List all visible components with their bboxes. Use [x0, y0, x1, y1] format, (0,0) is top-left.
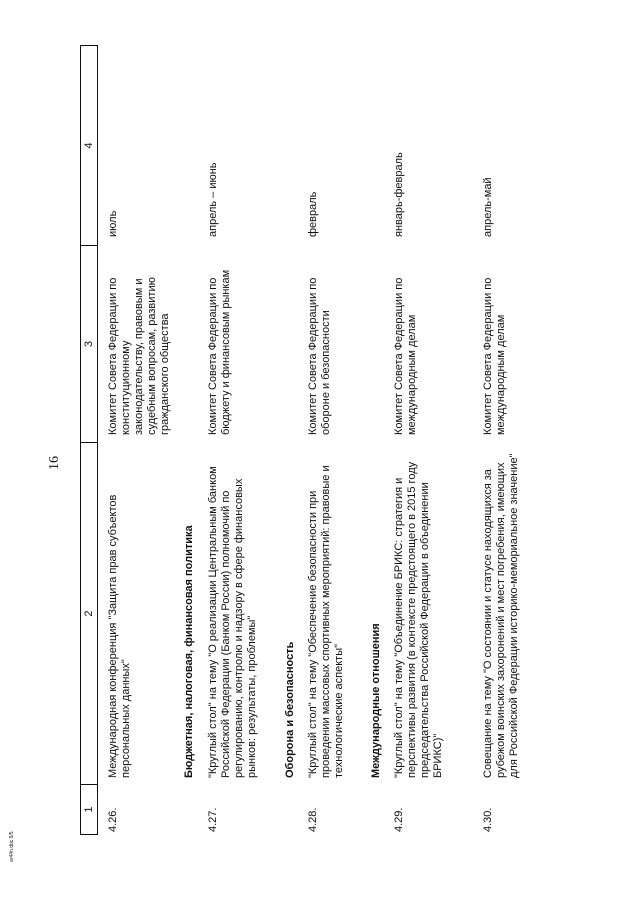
row-responsible: Комитет Совета Федерации по конституционному законодательству, правовым и судебным вопросам, развитию гражданского общества [107, 277, 171, 435]
row-time: апрель – июнь [207, 162, 219, 237]
row-time: июль [107, 210, 119, 237]
row-number: 4.29. [393, 807, 405, 832]
row-time: февраль [307, 191, 319, 237]
page-number: 16 [47, 456, 62, 470]
section-heading: Международные отношения [370, 623, 382, 778]
row-event: "Круглый стол" на тему "Обеспечение безопасности при проведении массовых спортивных мероприятий: правовые и технологические аспекты" [307, 465, 345, 778]
row-responsible: Комитет Совета Федерации по обороне и безопасности [307, 277, 332, 435]
row-number: 4.28. [307, 807, 319, 832]
row-number: 4.26. [107, 807, 119, 832]
header-col-2: 2 [81, 442, 97, 784]
row-responsible: Комитет Совета Федерации по бюджету и финансовым рынкам [207, 269, 232, 435]
table-header [80, 45, 98, 835]
row-responsible: Комитет Совета Федерации по международным делам [393, 277, 418, 435]
plan-table [80, 45, 608, 835]
row-responsible: Комитет Совета Федерации по международным делам [482, 277, 507, 435]
row-event: Совещание на тему "О состоянии и статусе находящихся за рубежом воинских захоронений и мест погребения, имеющих для Российской Федерации историко-мемориальное значение" [482, 453, 520, 778]
header-col-1: 1 [81, 784, 97, 834]
row-event: Международная конференция "Защита прав субъектов персональных данных" [107, 494, 132, 778]
section-heading: Бюджетная, налоговая, финансовая политика [183, 525, 195, 778]
row-time: январь-февраль [393, 152, 405, 237]
section-heading: Оборона и безопасность [284, 641, 296, 778]
footer-doc-id: ar44n.doc 5/5 [9, 831, 15, 862]
row-number: 4.30. [482, 807, 494, 832]
row-number: 4.27. [207, 807, 219, 832]
row-event: "Круглый стол" на тему "Объединение БРИКС: стратегия и перспективы развития (в контексте предстоящего в 2015 году председательства Российской Федерации в объединении БРИКС)" [393, 461, 444, 778]
header-col-3: 3 [81, 245, 97, 442]
row-event: "Круглый стол" на тему "О реализации Центральным банком Российской Федерации (Банком России) полномочий по регулированию, контролю и надзору в сфере финансовых рынков: результаты, проблемы" [207, 466, 258, 778]
row-time: апрель-май [482, 177, 494, 237]
header-col-4: 4 [83, 142, 95, 149]
